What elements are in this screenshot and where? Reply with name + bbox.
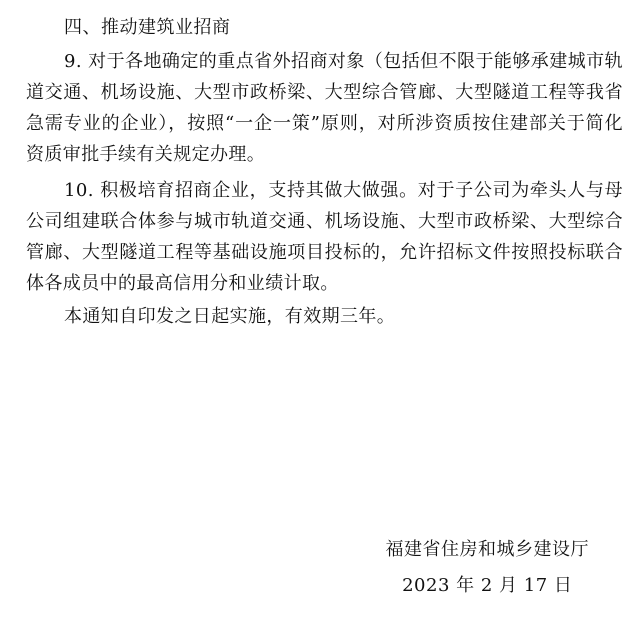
paragraph-item-10: 10. 积极培育招商企业，支持其做大做强。对于子公司为牵头人与母公司组建联合体参与城市轨道交通、机场设施、大型市政桥梁、大型综合管廊、大型隧道工程等基础设施项目投标的，允许招标文件按照投标联合体各成员中的最高信用分和业绩计取。 bbox=[26, 180, 623, 294]
signature-block bbox=[386, 532, 590, 604]
document-body bbox=[26, 10, 623, 335]
issue-date: 2023 年 2 月 17 日 bbox=[402, 575, 573, 596]
paragraph-item-9: 9. 对于各地确定的重点省外招商对象（包括但不限于能够承建城市轨道交通、机场设施、大型市政桥梁、大型综合管廊、大型隧道工程等我省急需专业的企业），按照“一企一策”原则，对所涉资质按住建部关于简化资质审批手续有关规定办理。 bbox=[26, 51, 623, 165]
issuing-organization: 福建省住房和城乡建设厅 bbox=[385, 539, 589, 560]
section-heading: 四、推动建筑业招商 bbox=[64, 17, 231, 38]
closing-statement: 本通知自印发之日起实施，有效期三年。 bbox=[64, 306, 396, 327]
